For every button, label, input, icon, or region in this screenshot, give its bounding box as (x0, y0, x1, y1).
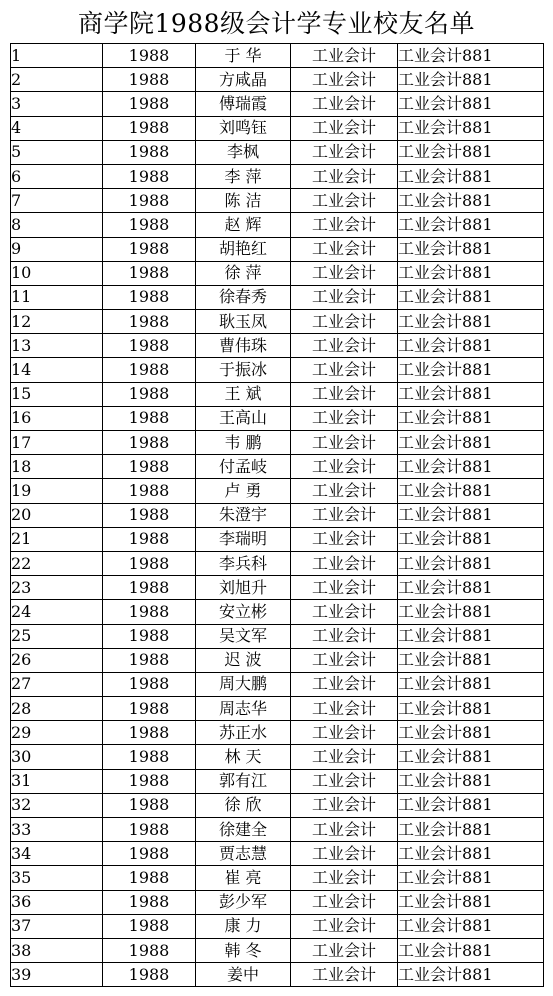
table-row (11, 697, 544, 721)
table-row (11, 818, 544, 842)
row-number-cell: 10 (11, 261, 103, 285)
table-row (11, 963, 544, 987)
class-cell: 工业会计881 (398, 769, 544, 793)
table-row (11, 92, 544, 116)
major-cell: 工业会计 (291, 382, 398, 406)
class-cell: 工业会计881 (398, 68, 544, 92)
class-cell: 工业会计881 (398, 527, 544, 551)
year-cell: 1988 (103, 140, 196, 164)
name-cell: 郭有江 (196, 769, 291, 793)
year-cell: 1988 (103, 551, 196, 575)
name-cell: 徐春秀 (196, 285, 291, 309)
name-cell: 李兵科 (196, 551, 291, 575)
table-row (11, 866, 544, 890)
row-number-cell: 13 (11, 334, 103, 358)
year-cell: 1988 (103, 963, 196, 987)
row-number-cell: 24 (11, 600, 103, 624)
year-cell: 1988 (103, 938, 196, 962)
year-cell: 1988 (103, 382, 196, 406)
year-cell: 1988 (103, 793, 196, 817)
table-row (11, 576, 544, 600)
row-number-cell: 16 (11, 406, 103, 430)
row-number-cell: 36 (11, 890, 103, 914)
year-cell: 1988 (103, 769, 196, 793)
class-cell: 工业会计881 (398, 261, 544, 285)
class-cell: 工业会计881 (398, 697, 544, 721)
table-row (11, 914, 544, 938)
name-cell: 姜中 (196, 963, 291, 987)
name-cell: 迟 波 (196, 648, 291, 672)
class-cell: 工业会计881 (398, 164, 544, 188)
class-cell: 工业会计881 (398, 503, 544, 527)
row-number-cell: 37 (11, 914, 103, 938)
name-cell: 李 萍 (196, 164, 291, 188)
row-number-cell: 22 (11, 551, 103, 575)
major-cell: 工业会计 (291, 551, 398, 575)
major-cell: 工业会计 (291, 116, 398, 140)
table-row (11, 890, 544, 914)
class-cell: 工业会计881 (398, 479, 544, 503)
name-cell: 徐 欣 (196, 793, 291, 817)
row-number-cell: 35 (11, 866, 103, 890)
table-row (11, 382, 544, 406)
name-cell: 赵 辉 (196, 213, 291, 237)
name-cell: 贾志慧 (196, 842, 291, 866)
year-cell: 1988 (103, 818, 196, 842)
name-cell: 韩 冬 (196, 938, 291, 962)
name-cell: 于振冰 (196, 358, 291, 382)
table-row (11, 455, 544, 479)
row-number-cell: 6 (11, 164, 103, 188)
year-cell: 1988 (103, 68, 196, 92)
row-number-cell: 34 (11, 842, 103, 866)
class-cell: 工业会计881 (398, 551, 544, 575)
major-cell: 工业会计 (291, 769, 398, 793)
major-cell: 工业会计 (291, 406, 398, 430)
major-cell: 工业会计 (291, 189, 398, 213)
row-number-cell: 9 (11, 237, 103, 261)
major-cell: 工业会计 (291, 721, 398, 745)
name-cell: 李瑞明 (196, 527, 291, 551)
name-cell: 周大鹏 (196, 672, 291, 696)
major-cell: 工业会计 (291, 648, 398, 672)
year-cell: 1988 (103, 648, 196, 672)
row-number-cell: 20 (11, 503, 103, 527)
major-cell: 工业会计 (291, 237, 398, 261)
major-cell: 工业会计 (291, 479, 398, 503)
name-cell: 陈 洁 (196, 189, 291, 213)
year-cell: 1988 (103, 213, 196, 237)
table-row (11, 213, 544, 237)
table-row (11, 189, 544, 213)
table-row (11, 527, 544, 551)
row-number-cell: 12 (11, 310, 103, 334)
major-cell: 工业会计 (291, 793, 398, 817)
class-cell: 工业会计881 (398, 576, 544, 600)
row-number-cell: 1 (11, 44, 103, 68)
class-cell: 工业会计881 (398, 672, 544, 696)
class-cell: 工业会计881 (398, 793, 544, 817)
class-cell: 工业会计881 (398, 310, 544, 334)
row-number-cell: 17 (11, 431, 103, 455)
class-cell: 工业会计881 (398, 285, 544, 309)
name-cell: 崔 亮 (196, 866, 291, 890)
name-cell: 韦 鹏 (196, 431, 291, 455)
class-cell: 工业会计881 (398, 842, 544, 866)
alumni-table (10, 43, 544, 987)
class-cell: 工业会计881 (398, 600, 544, 624)
row-number-cell: 8 (11, 213, 103, 237)
table-row (11, 745, 544, 769)
major-cell: 工业会计 (291, 527, 398, 551)
table-row (11, 842, 544, 866)
class-cell: 工业会计881 (398, 237, 544, 261)
major-cell: 工业会计 (291, 431, 398, 455)
name-cell: 王 斌 (196, 382, 291, 406)
name-cell: 付孟岐 (196, 455, 291, 479)
major-cell: 工业会计 (291, 285, 398, 309)
year-cell: 1988 (103, 455, 196, 479)
class-cell: 工业会计881 (398, 648, 544, 672)
name-cell: 耿玉凤 (196, 310, 291, 334)
major-cell: 工业会计 (291, 213, 398, 237)
alumni-table-body (11, 44, 544, 987)
name-cell: 苏正水 (196, 721, 291, 745)
class-cell: 工业会计881 (398, 358, 544, 382)
class-cell: 工业会计881 (398, 818, 544, 842)
name-cell: 胡艳红 (196, 237, 291, 261)
class-cell: 工业会计881 (398, 44, 544, 68)
class-cell: 工业会计881 (398, 866, 544, 890)
name-cell: 徐 萍 (196, 261, 291, 285)
year-cell: 1988 (103, 842, 196, 866)
row-number-cell: 28 (11, 697, 103, 721)
row-number-cell: 38 (11, 938, 103, 962)
table-row (11, 44, 544, 68)
name-cell: 彭少军 (196, 890, 291, 914)
name-cell: 康 力 (196, 914, 291, 938)
table-row (11, 310, 544, 334)
row-number-cell: 32 (11, 793, 103, 817)
major-cell: 工业会计 (291, 938, 398, 962)
name-cell: 安立彬 (196, 600, 291, 624)
table-row (11, 431, 544, 455)
table-row (11, 164, 544, 188)
year-cell: 1988 (103, 358, 196, 382)
major-cell: 工业会计 (291, 44, 398, 68)
name-cell: 周志华 (196, 697, 291, 721)
major-cell: 工业会计 (291, 68, 398, 92)
table-row (11, 140, 544, 164)
major-cell: 工业会计 (291, 310, 398, 334)
row-number-cell: 14 (11, 358, 103, 382)
major-cell: 工业会计 (291, 866, 398, 890)
table-row (11, 793, 544, 817)
class-cell: 工业会计881 (398, 963, 544, 987)
row-number-cell: 23 (11, 576, 103, 600)
name-cell: 傅瑞霞 (196, 92, 291, 116)
name-cell: 于 华 (196, 44, 291, 68)
year-cell: 1988 (103, 721, 196, 745)
row-number-cell: 11 (11, 285, 103, 309)
class-cell: 工业会计881 (398, 213, 544, 237)
table-row (11, 672, 544, 696)
class-cell: 工业会计881 (398, 334, 544, 358)
row-number-cell: 15 (11, 382, 103, 406)
class-cell: 工业会计881 (398, 382, 544, 406)
class-cell: 工业会计881 (398, 938, 544, 962)
table-row (11, 116, 544, 140)
name-cell: 方咸晶 (196, 68, 291, 92)
major-cell: 工业会计 (291, 164, 398, 188)
row-number-cell: 25 (11, 624, 103, 648)
table-row (11, 261, 544, 285)
name-cell: 王高山 (196, 406, 291, 430)
row-number-cell: 2 (11, 68, 103, 92)
table-row (11, 938, 544, 962)
row-number-cell: 18 (11, 455, 103, 479)
name-cell: 卢 勇 (196, 479, 291, 503)
major-cell: 工业会计 (291, 697, 398, 721)
row-number-cell: 21 (11, 527, 103, 551)
year-cell: 1988 (103, 745, 196, 769)
year-cell: 1988 (103, 310, 196, 334)
class-cell: 工业会计881 (398, 189, 544, 213)
year-cell: 1988 (103, 116, 196, 140)
major-cell: 工业会计 (291, 672, 398, 696)
year-cell: 1988 (103, 285, 196, 309)
class-cell: 工业会计881 (398, 140, 544, 164)
name-cell: 吴文军 (196, 624, 291, 648)
year-cell: 1988 (103, 624, 196, 648)
major-cell: 工业会计 (291, 818, 398, 842)
name-cell: 李枫 (196, 140, 291, 164)
table-row (11, 600, 544, 624)
class-cell: 工业会计881 (398, 914, 544, 938)
year-cell: 1988 (103, 866, 196, 890)
year-cell: 1988 (103, 479, 196, 503)
year-cell: 1988 (103, 164, 196, 188)
table-row (11, 285, 544, 309)
row-number-cell: 7 (11, 189, 103, 213)
major-cell: 工业会计 (291, 890, 398, 914)
class-cell: 工业会计881 (398, 92, 544, 116)
table-row (11, 406, 544, 430)
page-title: 商学院1988级会计学专业校友名单 (77, 9, 476, 38)
major-cell: 工业会计 (291, 600, 398, 624)
year-cell: 1988 (103, 527, 196, 551)
major-cell: 工业会计 (291, 334, 398, 358)
row-number-cell: 30 (11, 745, 103, 769)
class-cell: 工业会计881 (398, 890, 544, 914)
row-number-cell: 27 (11, 672, 103, 696)
year-cell: 1988 (103, 92, 196, 116)
major-cell: 工业会计 (291, 261, 398, 285)
table-row (11, 68, 544, 92)
row-number-cell: 19 (11, 479, 103, 503)
table-row (11, 503, 544, 527)
year-cell: 1988 (103, 237, 196, 261)
name-cell: 林 天 (196, 745, 291, 769)
major-cell: 工业会计 (291, 963, 398, 987)
major-cell: 工业会计 (291, 358, 398, 382)
year-cell: 1988 (103, 406, 196, 430)
table-row (11, 769, 544, 793)
table-row (11, 721, 544, 745)
row-number-cell: 31 (11, 769, 103, 793)
row-number-cell: 5 (11, 140, 103, 164)
table-row (11, 648, 544, 672)
row-number-cell: 33 (11, 818, 103, 842)
major-cell: 工业会计 (291, 503, 398, 527)
table-row (11, 237, 544, 261)
class-cell: 工业会计881 (398, 431, 544, 455)
row-number-cell: 39 (11, 963, 103, 987)
major-cell: 工业会计 (291, 914, 398, 938)
row-number-cell: 3 (11, 92, 103, 116)
class-cell: 工业会计881 (398, 624, 544, 648)
name-cell: 曹伟珠 (196, 334, 291, 358)
class-cell: 工业会计881 (398, 455, 544, 479)
major-cell: 工业会计 (291, 624, 398, 648)
name-cell: 刘鸣钰 (196, 116, 291, 140)
table-row (11, 479, 544, 503)
year-cell: 1988 (103, 431, 196, 455)
year-cell: 1988 (103, 334, 196, 358)
major-cell: 工业会计 (291, 92, 398, 116)
row-number-cell: 26 (11, 648, 103, 672)
class-cell: 工业会计881 (398, 745, 544, 769)
major-cell: 工业会计 (291, 455, 398, 479)
year-cell: 1988 (103, 261, 196, 285)
class-cell: 工业会计881 (398, 721, 544, 745)
name-cell: 朱澄宇 (196, 503, 291, 527)
year-cell: 1988 (103, 672, 196, 696)
year-cell: 1988 (103, 697, 196, 721)
name-cell: 徐建全 (196, 818, 291, 842)
year-cell: 1988 (103, 189, 196, 213)
major-cell: 工业会计 (291, 140, 398, 164)
table-row (11, 551, 544, 575)
major-cell: 工业会计 (291, 576, 398, 600)
year-cell: 1988 (103, 914, 196, 938)
year-cell: 1988 (103, 600, 196, 624)
name-cell: 刘旭升 (196, 576, 291, 600)
table-row (11, 358, 544, 382)
year-cell: 1988 (103, 890, 196, 914)
table-row (11, 334, 544, 358)
row-number-cell: 4 (11, 116, 103, 140)
major-cell: 工业会计 (291, 842, 398, 866)
major-cell: 工业会计 (291, 745, 398, 769)
row-number-cell: 29 (11, 721, 103, 745)
class-cell: 工业会计881 (398, 406, 544, 430)
class-cell: 工业会计881 (398, 116, 544, 140)
year-cell: 1988 (103, 576, 196, 600)
year-cell: 1988 (103, 503, 196, 527)
table-row (11, 624, 544, 648)
year-cell: 1988 (103, 44, 196, 68)
